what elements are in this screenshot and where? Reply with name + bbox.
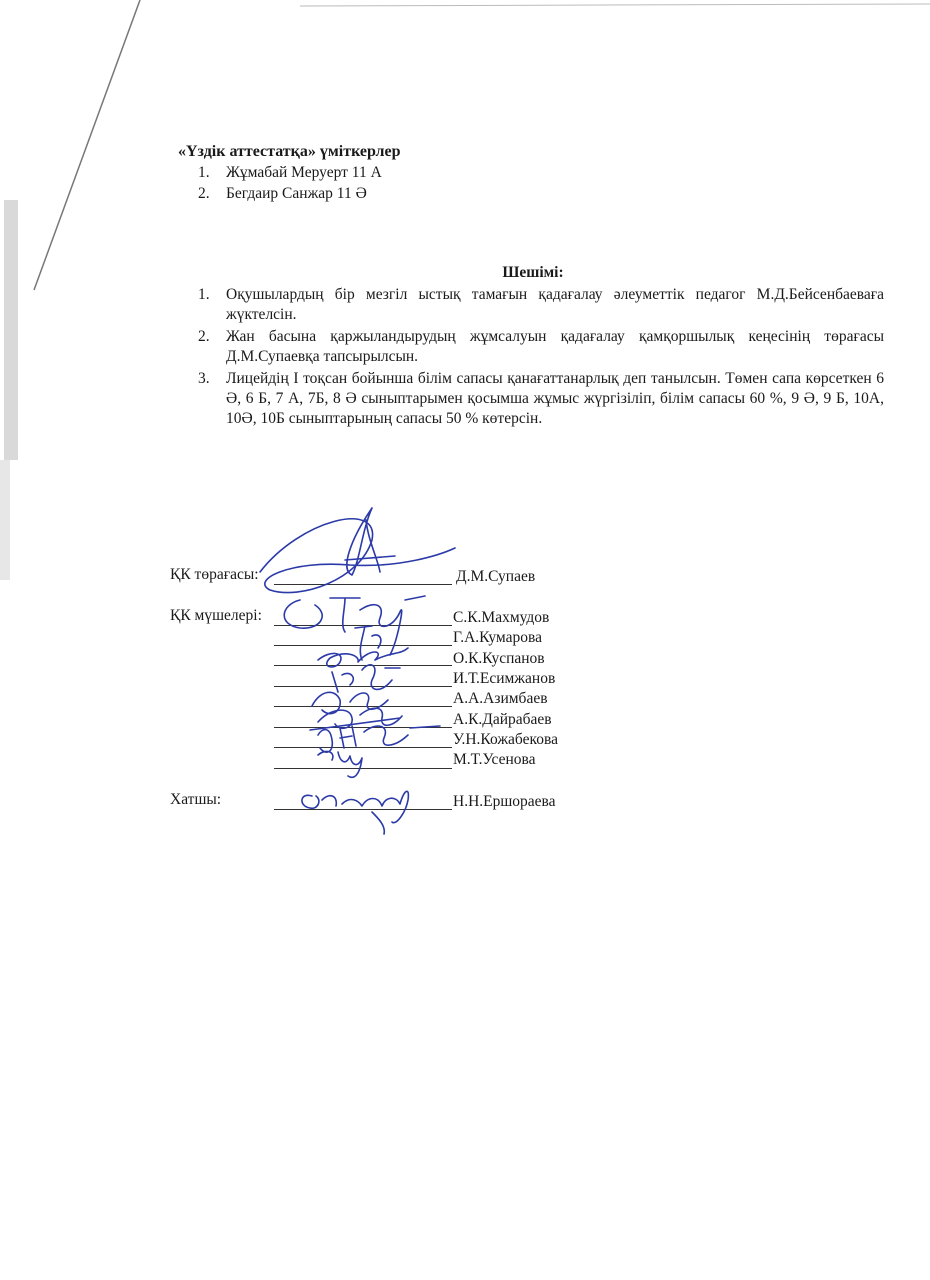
signature-line	[274, 645, 452, 646]
decision-list	[198, 285, 884, 431]
list-item: 1. Оқушылардың бір мезгіл ыстық тамағын қадағалау әлеуметтік педагог М.Д.Бейсенбаеваға жүктелсін.	[198, 286, 884, 323]
list-item: 3. Лицейдің I тоқсан бойынша білім сапасы қанағаттанарлық деп танылсын. Төмен сапа көрсеткен 6 Ә, 6 Б, 7 А, 7Б, 8 Ә сыныптарымен қосымша жұмыс жүргізіліп, білім сапасы 60 %, 9 Ә, 9 Б, 10А, 10Ә, 10Б сыныптарының сапасы 50 % көтерсін.	[198, 370, 884, 427]
signature-line	[274, 665, 452, 666]
list-item: 1. Жұмабай Меруерт 11 А	[198, 164, 382, 181]
member-name: М.Т.Усенова	[453, 751, 536, 768]
chair-label: ҚК төрағасы:	[170, 566, 259, 583]
candidates-heading: «Үздік аттестатқа» үміткерлер	[178, 143, 401, 160]
member-name: С.К.Махмудов	[453, 609, 550, 626]
secretary-name: Н.Н.Ершораева	[453, 793, 556, 810]
signature-line	[274, 809, 452, 810]
secretary-label: Хатшы:	[170, 791, 222, 808]
member-name: О.К.Куспанов	[453, 650, 545, 667]
member-name: А.А.Азимбаев	[453, 690, 548, 707]
candidates-list	[198, 162, 382, 204]
list-item: 2. Бегдаир Санжар 11 Ә	[198, 185, 367, 202]
decision-title: Шешімі:	[502, 264, 564, 281]
list-item: 2. Жан басына қаржыландырудың жұмсалуын қадағалау қамқоршылық кеңесінің төрағасы Д.М.Супаевқа тапсырылсын.	[198, 328, 884, 365]
chair-name: Д.М.Супаев	[456, 568, 536, 585]
members-label: ҚК мүшелері:	[170, 607, 262, 624]
signature-line	[274, 768, 452, 769]
signature-line	[274, 686, 452, 687]
signature-line	[274, 584, 452, 585]
signature-line	[274, 747, 452, 748]
signature-line	[274, 706, 452, 707]
member-name: Г.А.Кумарова	[453, 629, 542, 646]
member-name: У.Н.Кожабекова	[453, 731, 558, 748]
signature-line	[274, 727, 452, 728]
signature-line	[274, 625, 452, 626]
member-name: И.Т.Есимжанов	[453, 670, 556, 687]
member-name: А.К.Дайрабаев	[453, 711, 552, 728]
